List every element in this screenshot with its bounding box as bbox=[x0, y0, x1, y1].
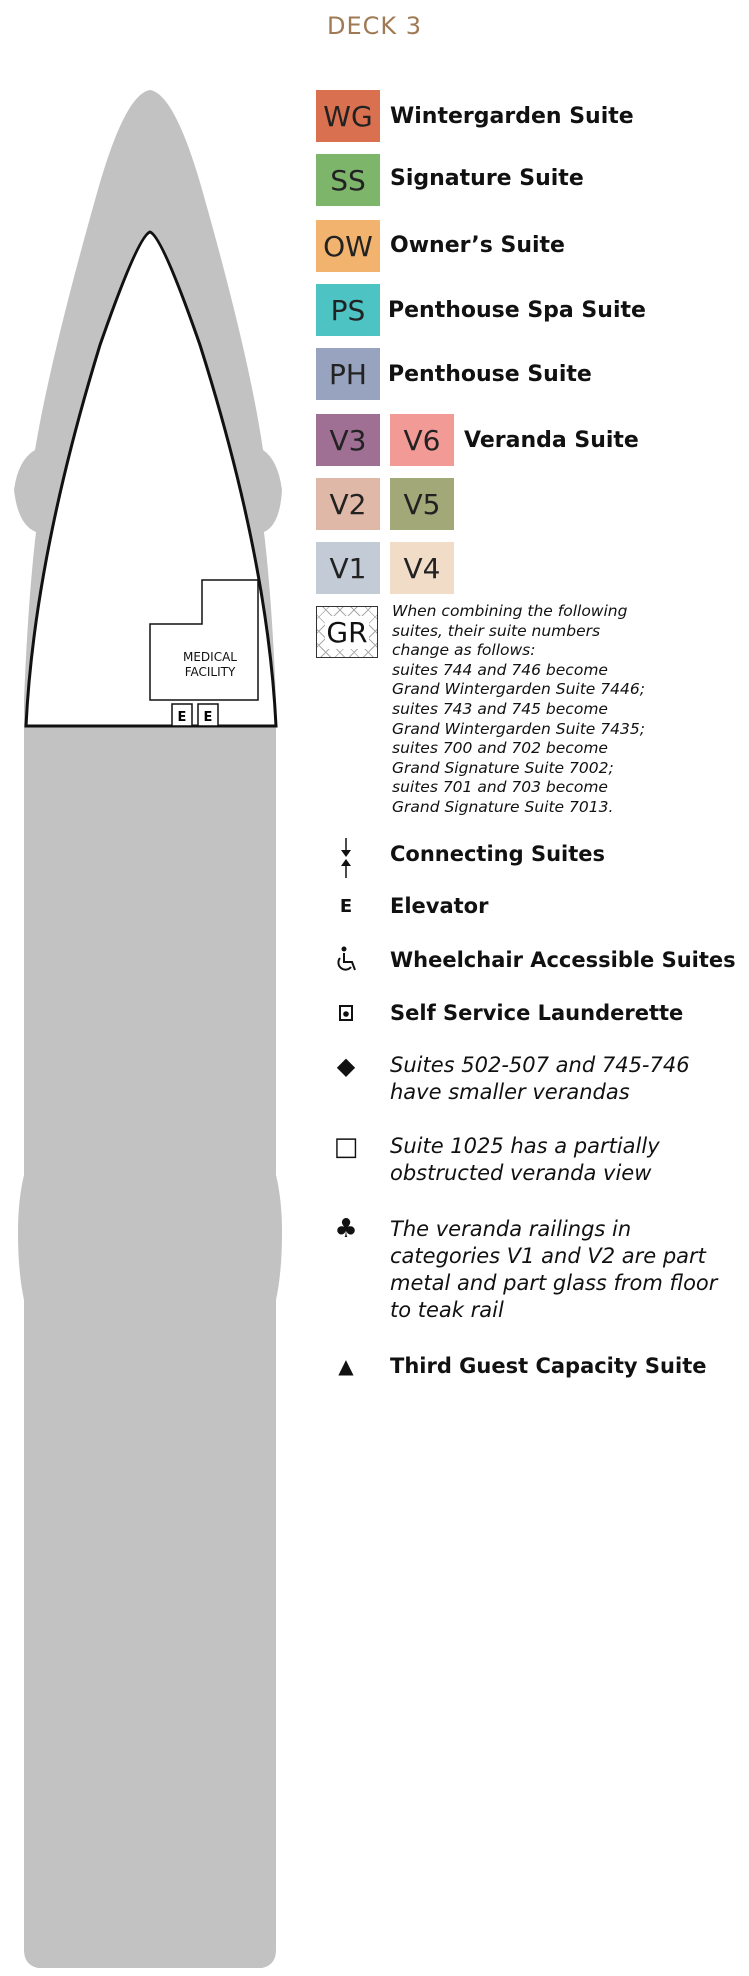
square-icon: □ bbox=[333, 1132, 359, 1162]
label-veranda-suite: Veranda Suite bbox=[464, 428, 639, 453]
label-wheelchair-accessible-suites: Wheelchair Accessible Suites bbox=[390, 948, 736, 972]
deck-title: DECK 3 bbox=[326, 12, 423, 40]
swatch-v1: V1 bbox=[316, 542, 380, 594]
swatch-wg: WG bbox=[316, 90, 380, 142]
label-owners-suite: Owner’s Suite bbox=[390, 233, 565, 258]
elevator-icon: E bbox=[339, 896, 353, 917]
note-veranda-railings: The veranda railings in categories V1 and V2 are part metal and part glass from floor to teak rail bbox=[390, 1217, 718, 1322]
swatch-v5: V5 bbox=[390, 478, 454, 530]
elevator-1-label: E bbox=[177, 710, 187, 725]
label-penthouse-spa-suite: Penthouse Spa Suite bbox=[388, 298, 646, 323]
label-self-service-launderette: Self Service Launderette bbox=[390, 1001, 684, 1025]
swatch-ps: PS bbox=[316, 284, 380, 336]
elevator-2-label: E bbox=[203, 710, 213, 725]
label-penthouse-suite: Penthouse Suite bbox=[388, 362, 592, 387]
wheelchair-icon bbox=[324, 946, 368, 974]
gr-code: GR bbox=[326, 615, 368, 649]
launderette-icon bbox=[324, 1004, 368, 1022]
label-elevator: Elevator bbox=[390, 894, 489, 918]
grand-suite-note: When combining the following suites, their suite numbers change as follows: suites 744 and 746 become Grand Wintergarden Suite 7446; suites 743 and 745 become Grand Wintergarden Suite 7435; suites 700 and 702 become Grand Signature Suite 7002; suites 701 and 703 become Grand Signature Suite 7013. bbox=[392, 602, 645, 816]
label-signature-suite: Signature Suite bbox=[390, 166, 584, 191]
swatch-v3: V3 bbox=[316, 414, 380, 466]
label-third-guest-capacity-suite: Third Guest Capacity Suite bbox=[390, 1354, 707, 1378]
medical-facility-label: MEDICAL FACILITY bbox=[183, 650, 237, 679]
swatch-v2: V2 bbox=[316, 478, 380, 530]
swatch-v6: V6 bbox=[390, 414, 454, 466]
label-connecting-suites: Connecting Suites bbox=[390, 842, 606, 866]
swatch-gr bbox=[316, 606, 378, 658]
label-wintergarden-suite: Wintergarden Suite bbox=[390, 104, 634, 129]
club-icon: ♣ bbox=[334, 1214, 358, 1244]
triangle-icon: ▲ bbox=[338, 1354, 354, 1378]
swatch-ph: PH bbox=[316, 348, 380, 400]
swatch-ss: SS bbox=[316, 154, 380, 206]
note-obstructed-view: Suite 1025 has a partially obstructed veranda view bbox=[390, 1134, 660, 1185]
connecting-arrows-icon bbox=[324, 836, 368, 880]
note-smaller-verandas: Suites 502-507 and 745-746 have smaller verandas bbox=[390, 1053, 690, 1104]
diamond-icon: ◆ bbox=[336, 1052, 356, 1080]
swatch-v4: V4 bbox=[390, 542, 454, 594]
ship-hull-map bbox=[0, 0, 300, 1976]
swatch-ow: OW bbox=[316, 220, 380, 272]
